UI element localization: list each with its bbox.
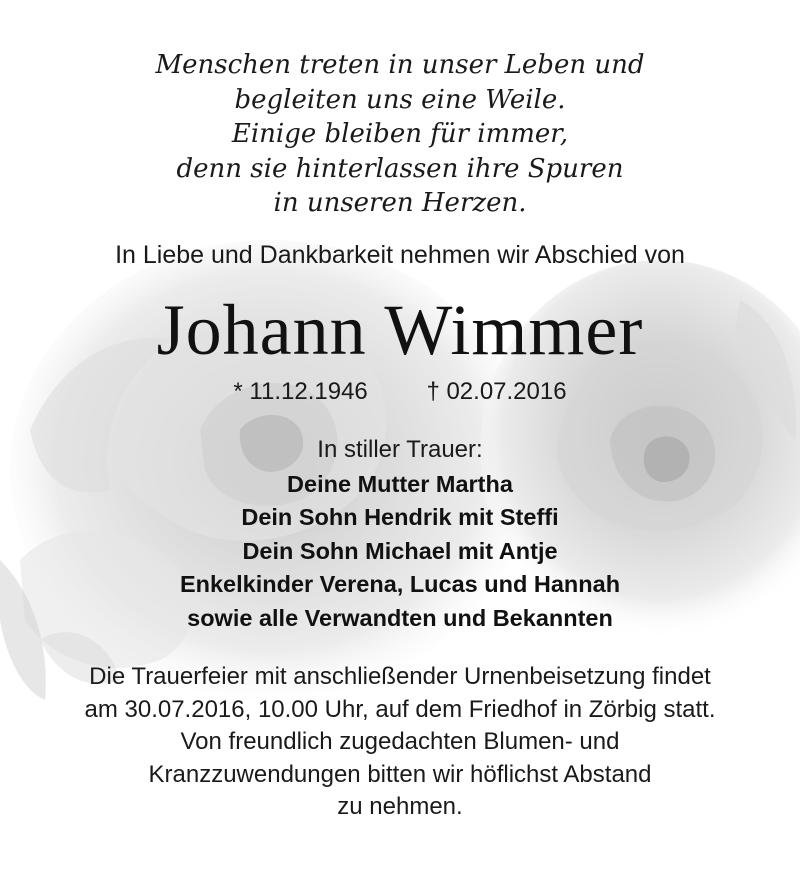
poem-line: Einige bleiben für immer, bbox=[231, 119, 569, 149]
poem-line: begleiten uns eine Weile. bbox=[234, 84, 566, 115]
mourner-entry: Dein Sohn Hendrik mit Steffi bbox=[241, 504, 559, 531]
poem-line: in unseren Herzen. bbox=[273, 188, 527, 218]
service-line: am 30.07.2016, 10.00 Uhr, auf dem Friedhof in Zörbig statt. bbox=[84, 695, 716, 723]
life-dates bbox=[0, 376, 800, 408]
mourning-heading: In stiller Trauer: bbox=[317, 436, 483, 463]
mourners-list bbox=[0, 468, 800, 635]
farewell-intro: In Liebe und Dankbarkeit nehmen wir Abschied von bbox=[115, 241, 685, 269]
deceased-name: Johann Wimmer bbox=[156, 290, 644, 370]
poem-line: Menschen treten in unser Leben und bbox=[155, 50, 645, 80]
service-line: Von freundlich zugedachten Blumen- und bbox=[180, 728, 620, 755]
mourner-entry: Deine Mutter Martha bbox=[287, 471, 513, 497]
service-line: Kranzzuwendungen bitten wir höflichst Abstand bbox=[148, 760, 652, 788]
mourner-entry: Enkelkinder Verena, Lucas und Hannah bbox=[179, 571, 621, 598]
mourner-entry: Dein Sohn Michael mit Antje bbox=[242, 537, 558, 564]
memorial-poem bbox=[0, 48, 800, 221]
death-date: † 02.07.2016 bbox=[426, 378, 567, 405]
service-line: zu nehmen. bbox=[337, 793, 463, 820]
mourner-entry: sowie alle Verwandten und Bekannten bbox=[187, 604, 613, 631]
service-line: Die Trauerfeier mit anschließender Urnenbeisetzung findet bbox=[89, 663, 711, 690]
birth-date: * 11.12.1946 bbox=[233, 378, 368, 405]
funeral-service-info bbox=[0, 661, 800, 824]
poem-line: denn sie hinterlassen ihre Spuren bbox=[176, 153, 624, 184]
